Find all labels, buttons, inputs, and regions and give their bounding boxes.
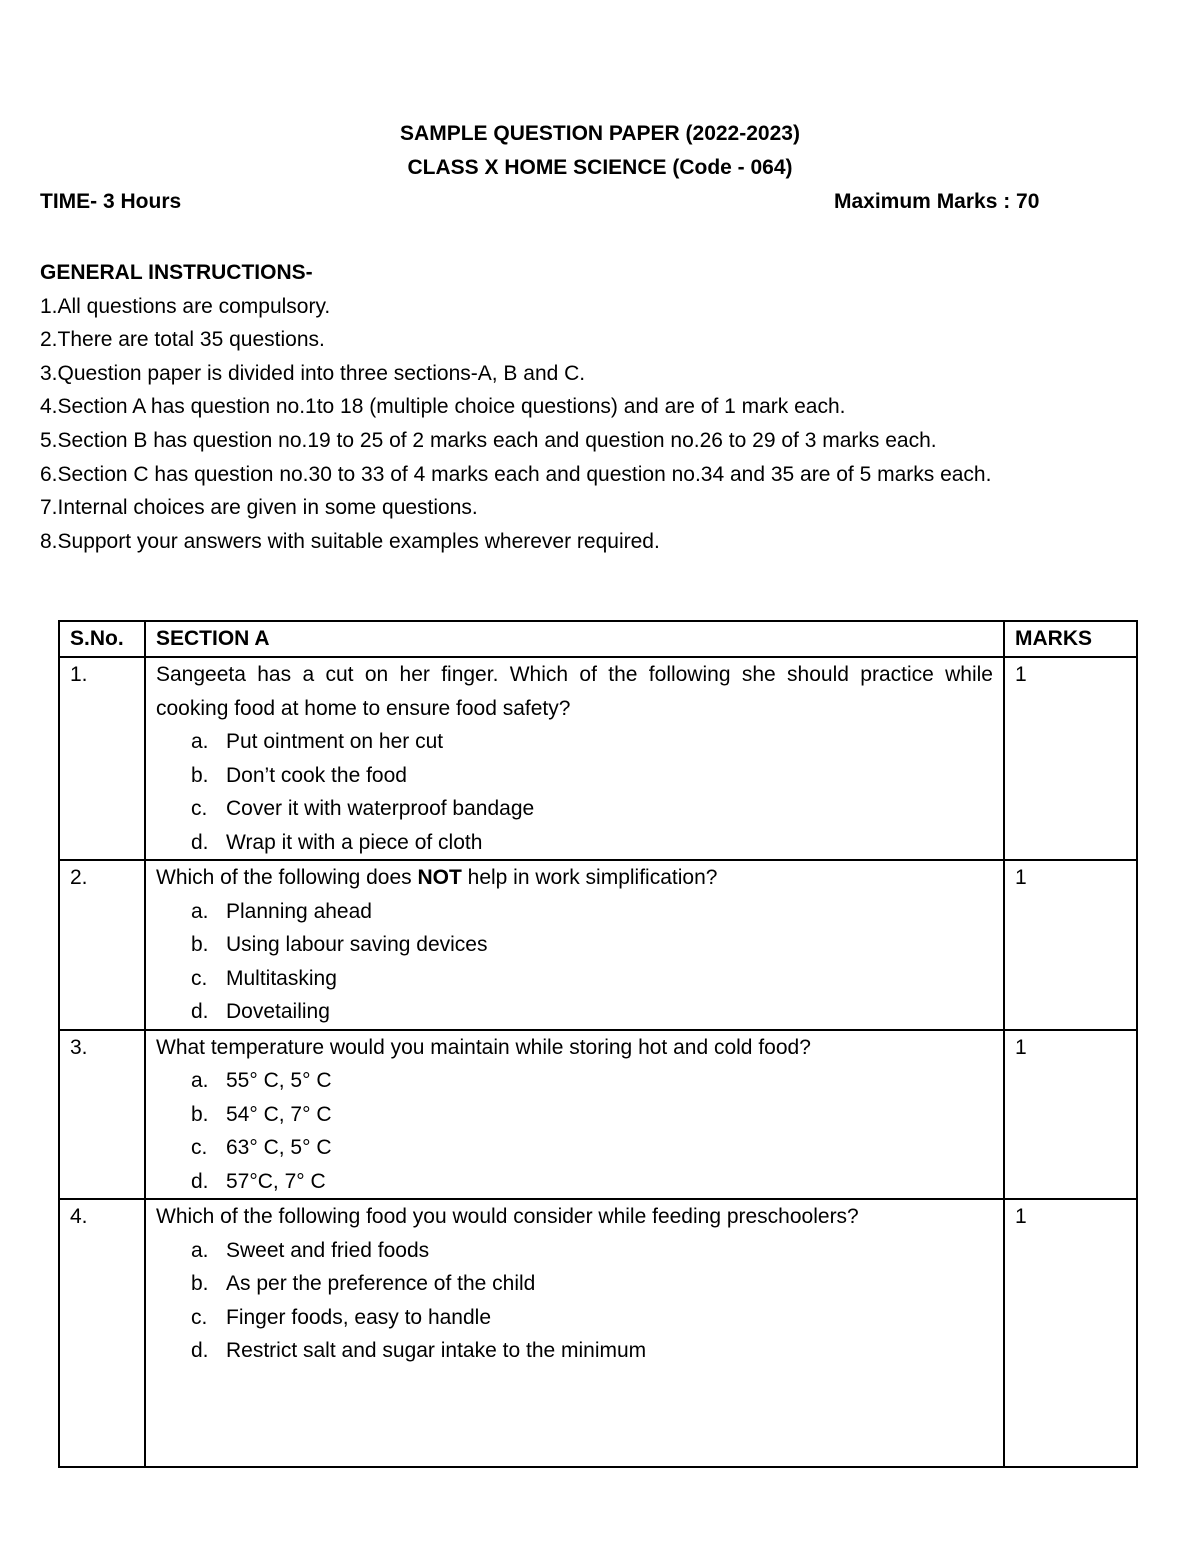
instructions-heading: GENERAL INSTRUCTIONS- bbox=[40, 261, 313, 284]
option-text: 54° C, 7° C bbox=[226, 1102, 332, 1126]
option-text: 63° C, 5° C bbox=[226, 1136, 332, 1159]
question-marks: 1 bbox=[1004, 657, 1137, 860]
question-marks: 1 bbox=[1004, 1199, 1137, 1467]
option-text: As per the preference of the child bbox=[226, 1272, 536, 1295]
table-header-row bbox=[59, 621, 1137, 657]
option-item bbox=[156, 1234, 993, 1268]
general-instructions bbox=[40, 256, 1120, 558]
question-text-emphasis: NOT bbox=[417, 866, 462, 889]
option-item bbox=[156, 1165, 993, 1199]
instruction-item: 2.There are total 35 questions. bbox=[40, 328, 325, 352]
question-cell bbox=[145, 1030, 1004, 1200]
options-list bbox=[156, 1064, 993, 1198]
question-row bbox=[59, 1199, 1137, 1467]
option-item bbox=[156, 1098, 993, 1132]
option-item bbox=[156, 1064, 993, 1098]
question-row bbox=[59, 1030, 1137, 1200]
option-item bbox=[156, 725, 993, 759]
option-item bbox=[156, 1301, 993, 1335]
option-label: d. bbox=[191, 830, 209, 854]
option-label: d. bbox=[191, 1169, 209, 1193]
option-text: 57°C, 7° C bbox=[226, 1169, 326, 1193]
instruction-item: 1.All questions are compulsory. bbox=[40, 294, 331, 318]
header-marks: MARKS bbox=[1004, 621, 1137, 657]
question-text bbox=[156, 861, 993, 895]
question-number: 3. bbox=[59, 1030, 145, 1200]
option-label: c. bbox=[191, 1305, 208, 1329]
option-label: c. bbox=[191, 1136, 208, 1159]
question-cell bbox=[145, 860, 1004, 1030]
question-text-part: Which of the following does bbox=[156, 866, 418, 889]
question-number: 1. bbox=[59, 657, 145, 860]
question-marks: 1 bbox=[1004, 1030, 1137, 1200]
option-label: c. bbox=[191, 966, 208, 990]
option-item bbox=[156, 1334, 993, 1368]
section-a-table bbox=[58, 620, 1138, 1468]
question-text-part: help in work simplification? bbox=[461, 866, 718, 889]
option-text: Restrict salt and sugar intake to the minimum bbox=[226, 1339, 647, 1362]
question-text: Sangeeta has a cut on her finger. Which of the following she should practice while cooking food at home to ensure food safety? bbox=[156, 663, 993, 720]
option-label: b. bbox=[191, 763, 209, 787]
option-label: b. bbox=[191, 1102, 209, 1126]
option-label: d. bbox=[191, 1000, 209, 1023]
option-label: b. bbox=[191, 933, 209, 956]
paper-subtitle: CLASS X HOME SCIENCE (Code - 064) bbox=[407, 156, 793, 179]
option-item bbox=[156, 928, 993, 962]
instruction-item: 4.Section A has question no.1to 18 (multiple choice questions) and are of 1 mark each. bbox=[40, 395, 846, 419]
option-item bbox=[156, 792, 993, 826]
option-text: Dovetailing bbox=[226, 1000, 330, 1023]
option-item bbox=[156, 962, 993, 996]
option-text: Planning ahead bbox=[226, 899, 372, 923]
option-label: a. bbox=[191, 1069, 209, 1092]
option-text: Don’t cook the food bbox=[226, 763, 407, 787]
question-cell bbox=[145, 1199, 1004, 1467]
option-label: a. bbox=[191, 1238, 209, 1262]
instruction-item: 3.Question paper is divided into three sections-A, B and C. bbox=[40, 361, 586, 385]
question-marks: 1 bbox=[1004, 860, 1137, 1030]
option-item bbox=[156, 895, 993, 929]
options-list bbox=[156, 1234, 993, 1368]
option-text: Wrap it with a piece of cloth bbox=[226, 830, 483, 854]
header-sno: S.No. bbox=[59, 621, 145, 657]
option-text: Finger foods, easy to handle bbox=[226, 1305, 492, 1329]
option-text: 55° C, 5° C bbox=[226, 1069, 332, 1092]
question-text: Which of the following food you would consider while feeding preschoolers? bbox=[156, 1205, 859, 1228]
instruction-item: 5.Section B has question no.19 to 25 of 2 marks each and question no.26 to 29 of 3 marks each. bbox=[40, 428, 937, 452]
header-section: SECTION A bbox=[145, 621, 1004, 657]
option-text: Multitasking bbox=[226, 966, 337, 990]
question-row bbox=[59, 860, 1137, 1030]
option-label: c. bbox=[191, 797, 208, 820]
question-text: What temperature would you maintain while storing hot and cold food? bbox=[156, 1035, 811, 1059]
question-number: 2. bbox=[59, 860, 145, 1030]
maximum-marks: Maximum Marks : 70 bbox=[834, 190, 1040, 213]
option-text: Cover it with waterproof bandage bbox=[226, 797, 535, 820]
option-item bbox=[156, 995, 993, 1029]
instruction-item: 8.Support your answers with suitable examples wherever required. bbox=[40, 529, 660, 553]
instruction-item: 7.Internal choices are given in some questions. bbox=[40, 496, 478, 520]
option-text: Sweet and fried foods bbox=[226, 1238, 430, 1262]
option-item bbox=[156, 826, 993, 860]
instruction-item: 6.Section C has question no.30 to 33 of 4 marks each and question no.34 and 35 are of 5 marks each. bbox=[40, 462, 992, 486]
option-label: a. bbox=[191, 730, 209, 753]
option-label: d. bbox=[191, 1339, 209, 1362]
options-list bbox=[156, 895, 993, 1029]
option-item bbox=[156, 759, 993, 793]
option-text: Put ointment on her cut bbox=[226, 730, 444, 753]
options-list bbox=[156, 725, 993, 859]
paper-title: SAMPLE QUESTION PAPER (2022-2023) bbox=[400, 122, 800, 145]
option-label: b. bbox=[191, 1272, 209, 1295]
option-item bbox=[156, 1267, 993, 1301]
question-row bbox=[59, 657, 1137, 860]
option-label: a. bbox=[191, 899, 209, 923]
option-text: Using labour saving devices bbox=[226, 933, 488, 956]
question-number: 4. bbox=[59, 1199, 145, 1467]
question-cell bbox=[145, 657, 1004, 860]
time-allowed: TIME- 3 Hours bbox=[40, 190, 182, 213]
option-item bbox=[156, 1131, 993, 1165]
